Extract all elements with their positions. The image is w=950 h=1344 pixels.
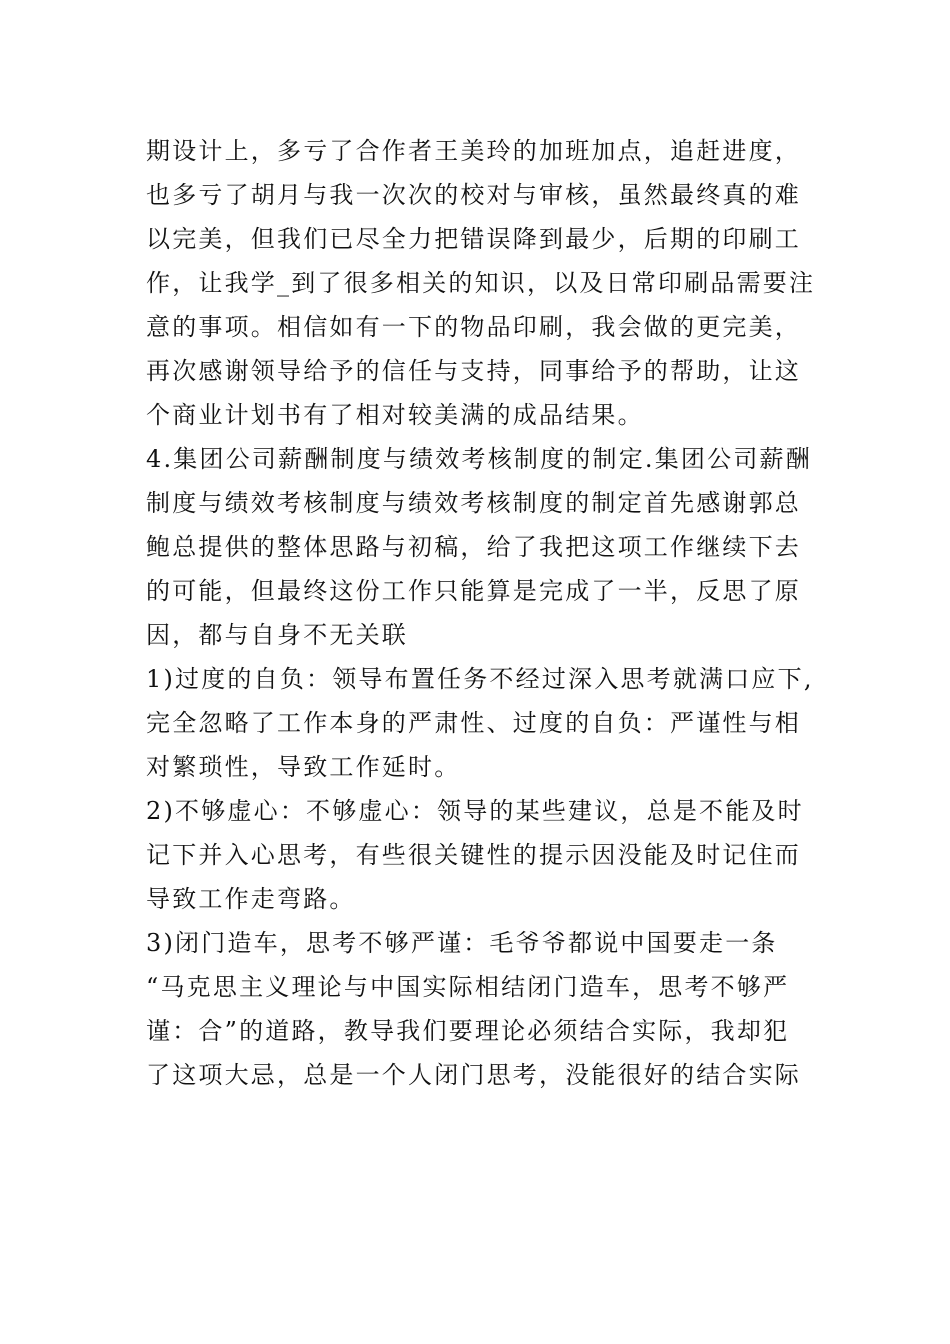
text-line: 了这项大忌，总是一个人闭门思考，没能很好的结合实际	[146, 1061, 801, 1089]
text-line: 谨：合”的道路，教导我们要理论必须结合实际，我却犯	[146, 1017, 790, 1045]
text-line: 期设计上，多亏了合作者王美玲的加班加点，追赶进度，	[146, 137, 801, 165]
document-body	[146, 129, 826, 1097]
text-line: 也多亏了胡月与我一次次的校对与审核，虽然最终真的难	[146, 181, 801, 209]
text-line: 对繁琐性，导致工作延时。	[146, 753, 461, 781]
list-item-1-line: 1)过度的自负：领导布置任务不经过深入思考就满口应下,	[146, 665, 814, 693]
text-line: 以完美，但我们已尽全力把错误降到最少，后期的印刷工	[146, 225, 801, 253]
text-line: 个商业计划书有了相对较美满的成品结果。	[146, 401, 644, 429]
list-item-2-line: 2)不够虚心：不够虚心：领导的某些建议，总是不能及时	[146, 797, 804, 825]
list-item-3-line: 3)闭门造车，思考不够严谨：毛爷爷都说中国要走一条	[146, 929, 778, 957]
text-line: 制度与绩效考核制度与绩效考核制度的制定首先感谢郭总	[146, 489, 801, 517]
text-line: 完全忽略了工作本身的严肃性、过度的自负：严谨性与相	[146, 709, 801, 737]
text-line: 因，都与自身不无关联	[146, 621, 408, 649]
text-line: 鲍总提供的整体思路与初稿，给了我把这项工作继续下去	[146, 533, 801, 561]
text-line: 记下并入心思考，有些很关键性的提示因没能及时记住而	[146, 841, 801, 869]
section-heading-line: 4.集团公司薪酬制度与绩效考核制度的制定.集团公司薪酬	[146, 445, 812, 473]
text-line: “马克思主义理论与中国实际相结闭门造车，思考不够严	[146, 973, 790, 1001]
text-line: 意的事项。相信如有一下的物品印刷，我会做的更完美，	[146, 313, 801, 341]
text-line: 的可能，但最终这份工作只能算是完成了一半，反思了原	[146, 577, 801, 605]
text-line: 作，让我学_到了很多相关的知识，以及日常印刷品需要注	[146, 269, 816, 297]
text-line: 再次感谢领导给予的信任与支持，同事给予的帮助，让这	[146, 357, 801, 385]
text-line: 导致工作走弯路。	[146, 885, 356, 913]
